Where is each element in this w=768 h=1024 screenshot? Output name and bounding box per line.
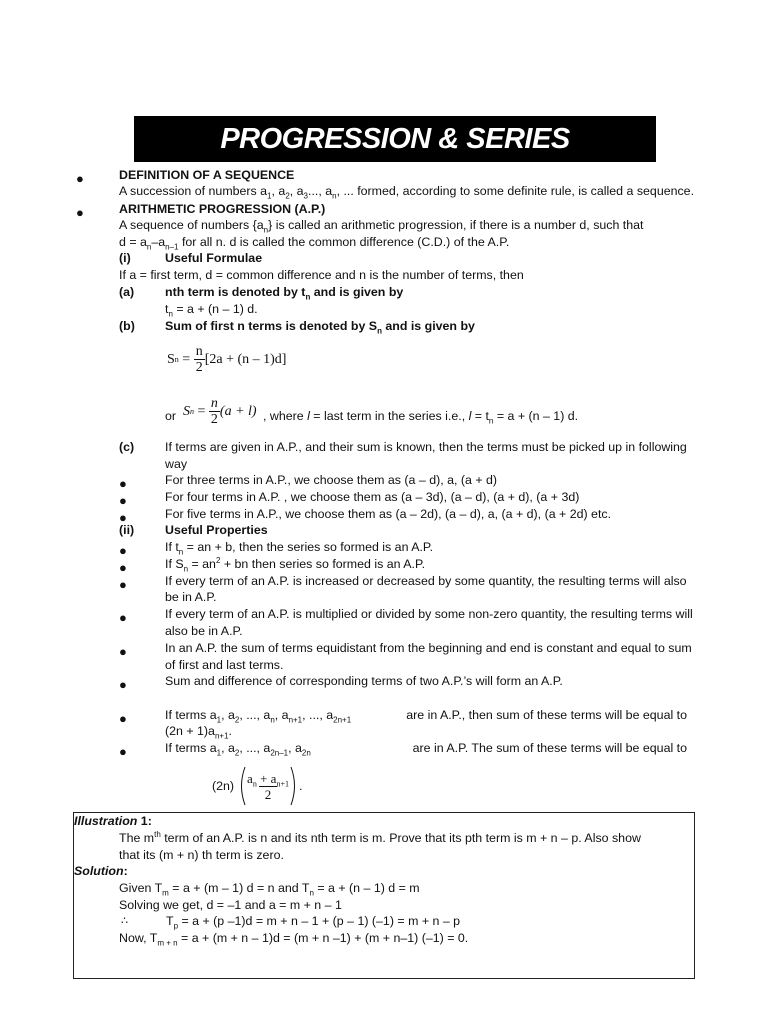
three-terms-item: For three terms in A.P., we choose them as (a – d), a, (a + d) <box>165 473 498 487</box>
property-7: If terms $a_1$, $a_2$, ..., $a_n$, $a_{n+1}$, ..., $a_{2n+1}$ are in A.P., then sum of these terms will be equal to <box>165 708 687 725</box>
illustration-question-cont: that its (m + n) th term is zero. <box>119 848 284 862</box>
item-label-a: (a) <box>119 285 135 299</box>
picking-terms-text-2: way <box>165 457 188 471</box>
bullet-icon: ● <box>119 543 127 558</box>
formulae-intro: If a = first term, d = common difference and n is the number of terms, then <box>119 268 524 282</box>
bullet-icon: ● <box>119 711 127 726</box>
four-terms-item: For four terms in A.P. , we choose them as (a – 3d), (a – d), (a + d), (a + 3d) <box>165 490 580 504</box>
illustration-question: The $m^{th}$ term of an A.P. is n and its nth term is m. Prove that its pth term is m + n – p. Also show <box>119 829 641 845</box>
sum-formula: S n = $\frac{n}{2}$ [2a + (n – 1)d] <box>167 344 287 375</box>
five-terms-item: For five terms in A.P., we choose them as (a – 2d), (a – d), a, (a + d), (a + 2d) etc. <box>165 507 612 521</box>
property-7-cont: $(2n + 1)a_{n+1}$. <box>165 724 232 741</box>
item-label-c: (c) <box>119 440 135 454</box>
sum-formula-alt: S n = $\frac{n}{2}$ (a + l) <box>183 396 257 427</box>
item-label-b: (b) <box>119 319 135 333</box>
bullet-icon: ● <box>119 476 127 491</box>
bullet-icon: ● <box>119 744 127 759</box>
property-2: If $S_n = an^2$ + bn then series so formed is an A.P. <box>165 555 426 574</box>
solution-label: Solution: <box>74 864 128 878</box>
property-6: Sum and difference of corresponding terms of two A.P.’s will form an A.P. <box>165 674 563 688</box>
property-4: If every term of an A.P. is multiplied or divided by some non-zero quantity, the resulting terms will <box>165 607 693 621</box>
illustration-label: Illustration 1: <box>74 814 152 828</box>
useful-formulae-heading: Useful Formulae <box>165 251 263 265</box>
bullet-icon: ● <box>119 577 127 592</box>
last-term-note: , where l = last term in the series i.e., $l = t_n = a + (n - 1)$ d. <box>263 409 579 426</box>
or-label: or <box>165 409 177 423</box>
definition-text: A succession of numbers $a_1$, $a_2$, $a_3$..., $a_n$, ... formed, according to some definite rule, is called a sequence. <box>119 184 695 201</box>
bullet-icon: ● <box>119 493 127 508</box>
solution-step-3: $T_p = a + (p$ –1)d = m + n – 1 + (p – 1) (–1) = m + n – p <box>166 914 461 931</box>
nth-term-formula: $t_n = a + (n - 1)$ d. <box>165 302 258 319</box>
useful-properties-heading: Useful Properties <box>165 523 268 537</box>
property-8: If terms $a_1$, $a_2$, ..., $a_{2n-1}$, $a_{2n}$ are in A.P. The sum of these terms will be equal to <box>165 741 687 758</box>
bullet-icon: ● <box>76 171 84 186</box>
solution-step-4: Now, $T_{m + n} = a + (m + n - 1)d = (m + n$ –1) + (m + n–1) (–1) = 0. <box>119 931 469 948</box>
ap-heading: ARITHMETIC PROGRESSION (A.P.) <box>119 202 326 216</box>
property-5-cont: of first and last terms. <box>165 658 284 672</box>
bullet-icon: ● <box>119 677 127 692</box>
section-label-i: (i) <box>119 251 131 265</box>
section-label-ii: (ii) <box>119 523 135 537</box>
ap-definition: A sequence of numbers $\{a_n\}$ is called an arithmetic progression, if there is a number d, such that <box>119 218 644 235</box>
property-1: If $t_n$ = an + b, then the series so formed is an A.P. <box>165 540 434 557</box>
therefore-icon: ∴ <box>121 915 128 927</box>
bullet-icon: ● <box>119 560 127 575</box>
bullet-icon: ● <box>119 510 127 525</box>
solution-step-1: Given $T_m = a + (m - 1) d = n$ and $T_n = a + (n - 1) d = m$ <box>119 881 420 898</box>
definition-heading: DEFINITION OF A SEQUENCE <box>119 168 295 182</box>
solution-step-2: Solving we get, d = –1 and a = m + n – 1 <box>119 898 342 912</box>
sum-heading: Sum of first n terms is denoted by $S_n$ and is given by <box>165 319 475 336</box>
right-paren-icon <box>289 766 299 806</box>
page-title: PROGRESSION & SERIES <box>134 116 656 162</box>
property-3-cont: be in A.P. <box>165 590 217 604</box>
bullet-icon: ● <box>76 205 84 220</box>
property-4-cont: also be in A.P. <box>165 624 243 638</box>
picking-terms-text: If terms are given in A.P., and their sum is known, then the terms must be picked up in following <box>165 440 687 454</box>
nth-term-heading: nth term is denoted by $t_n$ and is given by <box>165 285 404 302</box>
bullet-icon: ● <box>119 610 127 625</box>
ap-definition-line2: $d = a_n-a_{n-1}$ for all n. d is called the common difference (C.D.) of the A.P. <box>119 235 510 252</box>
left-paren-icon <box>237 766 247 806</box>
property-3: If every term of an A.P. is increased or decreased by some quantity, the resulting terms will also <box>165 574 687 588</box>
property-8-formula: (2n) $\frac{a_n + a_{n+1}}{2}$ . <box>212 766 302 806</box>
property-5: In an A.P. the sum of terms equidistant from the beginning and end is constant and equal to sum <box>165 641 692 655</box>
bullet-icon: ● <box>119 644 127 659</box>
